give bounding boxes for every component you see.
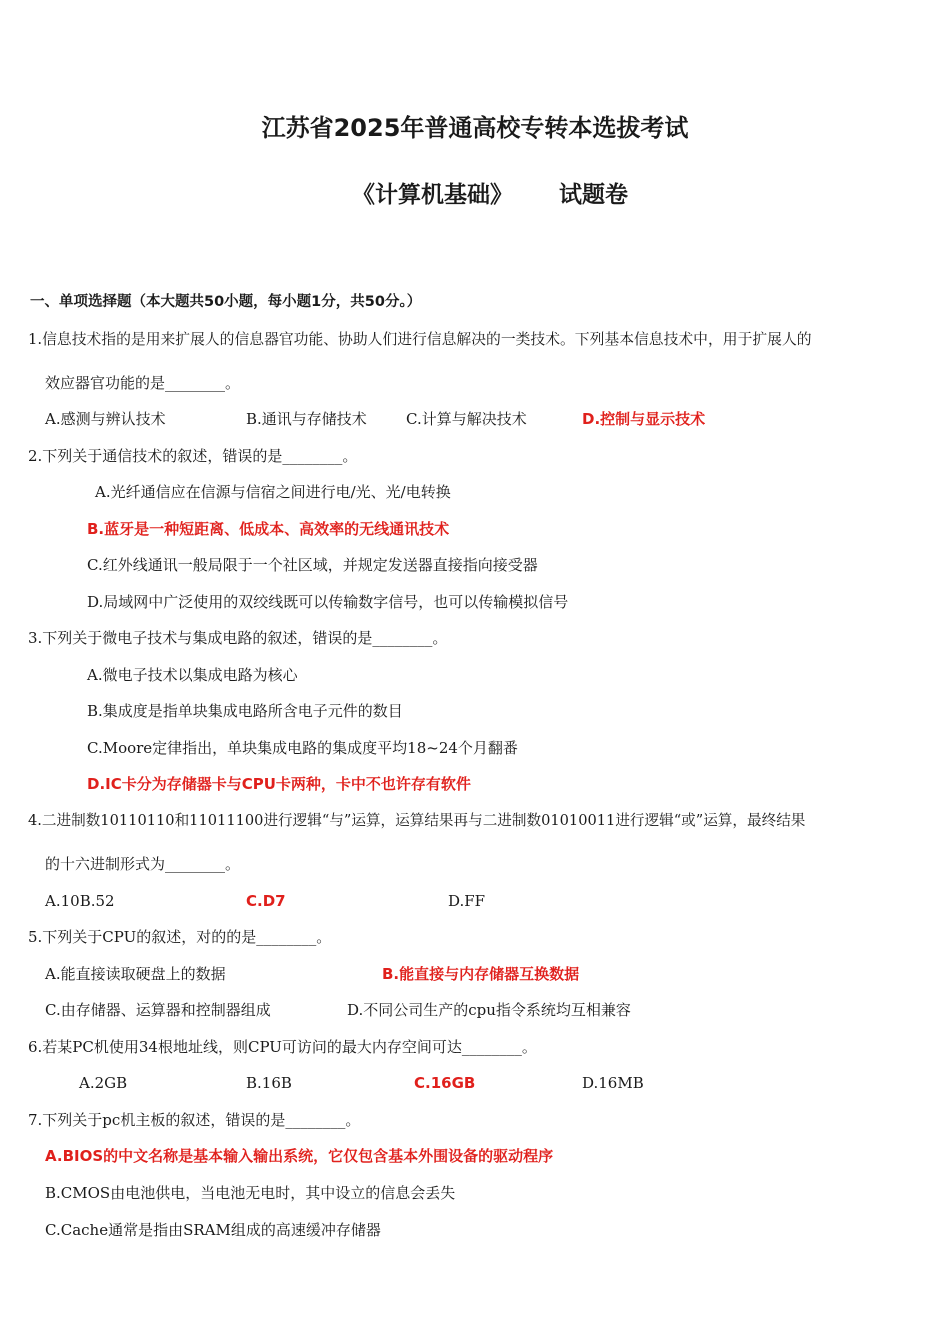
q1-stem-line1: 1.信息技术指的是用来扩展人的信息器官功能、协助人们进行信息解决的一类技术。下列基本信息技术中，用于扩展人的 — [28, 331, 812, 348]
q1-option-c: C.计算与解决技术 — [406, 410, 527, 428]
q2-stem: 2.下列关于通信技术的叙述，错误的是________。 — [28, 447, 358, 465]
q3-option-b: B.集成度是指单块集成电路所含电子元件的数目 — [87, 702, 403, 720]
q3-option-c: C.Moore定律指出，单块集成电路的集成度平均18~24个月翻番 — [87, 739, 518, 757]
q4-option-ab: A.10B.52 — [45, 892, 115, 910]
exam-title: 江苏省2025年普通高校专转本选拔考试 — [261, 114, 689, 142]
q6-stem: 6.若某PC机使用34根地址线，则CPU可访问的最大内存空间可达________。 — [28, 1038, 537, 1056]
exam-subtitle — [0, 176, 950, 209]
q4-option-c-answer: C.D7 — [246, 892, 286, 910]
q2-option-c: C.红外线通讯一般局限于一个社区域，并规定发送器直接指向接受器 — [87, 556, 538, 574]
subject-name: 《计算机基础》 — [352, 182, 513, 208]
q3-option-a: A.微电子技术以集成电路为核心 — [87, 666, 298, 684]
q5-option-b-answer: B.能直接与内存储器互换数据 — [382, 965, 580, 983]
q1-stem-line2: 效应器官功能的是________。 — [45, 374, 241, 392]
q5-option-d: D.不同公司生产的cpu指令系统均互相兼容 — [347, 1001, 631, 1019]
q7-option-c: C.Cache通常是指由SRAM组成的高速缓冲存储器 — [45, 1221, 381, 1239]
q6-option-a: A.2GB — [79, 1074, 128, 1092]
q2-option-d: D.局域网中广泛使用的双绞线既可以传输数字信号，也可以传输模拟信号 — [87, 593, 569, 611]
q2-option-b-answer: B.蓝牙是一种短距离、低成本、高效率的无线通讯技术 — [87, 520, 450, 538]
q5-option-a: A.能直接读取硬盘上的数据 — [45, 965, 226, 983]
section-heading: 一、单项选择题（本大题共50小题，每小题1分，共50分。） — [30, 294, 422, 310]
q2-option-a: A.光纤通信应在信源与信宿之间进行电/光、光/电转换 — [95, 483, 451, 501]
q5-option-c: C.由存储器、运算器和控制器组成 — [45, 1001, 271, 1019]
q3-option-d-answer: D.IC卡分为存储器卡与CPU卡两种，卡中不也许存有软件 — [87, 775, 471, 793]
q7-stem: 7.下列关于pc机主板的叙述，错误的是________。 — [28, 1111, 361, 1129]
q3-stem: 3.下列关于微电子技术与集成电路的叙述，错误的是________。 — [28, 629, 448, 647]
q6-option-b: B.16B — [246, 1074, 292, 1092]
q7-option-b: B.CMOS由电池供电，当电池无电时，其中设立的信息会丢失 — [45, 1184, 456, 1202]
q1-option-a: A.感测与辨认技术 — [45, 410, 166, 428]
q4-stem-line2: 的十六进制形式为________。 — [45, 855, 241, 873]
paper-label: 试题卷 — [559, 182, 628, 208]
q6-option-c-answer: C.16GB — [414, 1074, 476, 1092]
q4-stem-line1: 4.二进制数10110110和11011100进行逻辑“与”运算，运算结果再与二进制数01010011进行逻辑“或”运算，最终结果 — [28, 812, 806, 829]
q4-option-d: D.FF — [448, 892, 486, 910]
q1-option-d-answer: D.控制与显示技术 — [582, 410, 706, 428]
q1-option-b: B.通讯与存储技术 — [246, 410, 367, 428]
q6-option-d: D.16MB — [582, 1074, 644, 1092]
q7-option-a-answer: A.BIOS的中文名称是基本输入输出系统，它仅包含基本外围设备的驱动程序 — [45, 1147, 554, 1165]
q5-stem: 5.下列关于CPU的叙述，对的的是________。 — [28, 928, 332, 946]
